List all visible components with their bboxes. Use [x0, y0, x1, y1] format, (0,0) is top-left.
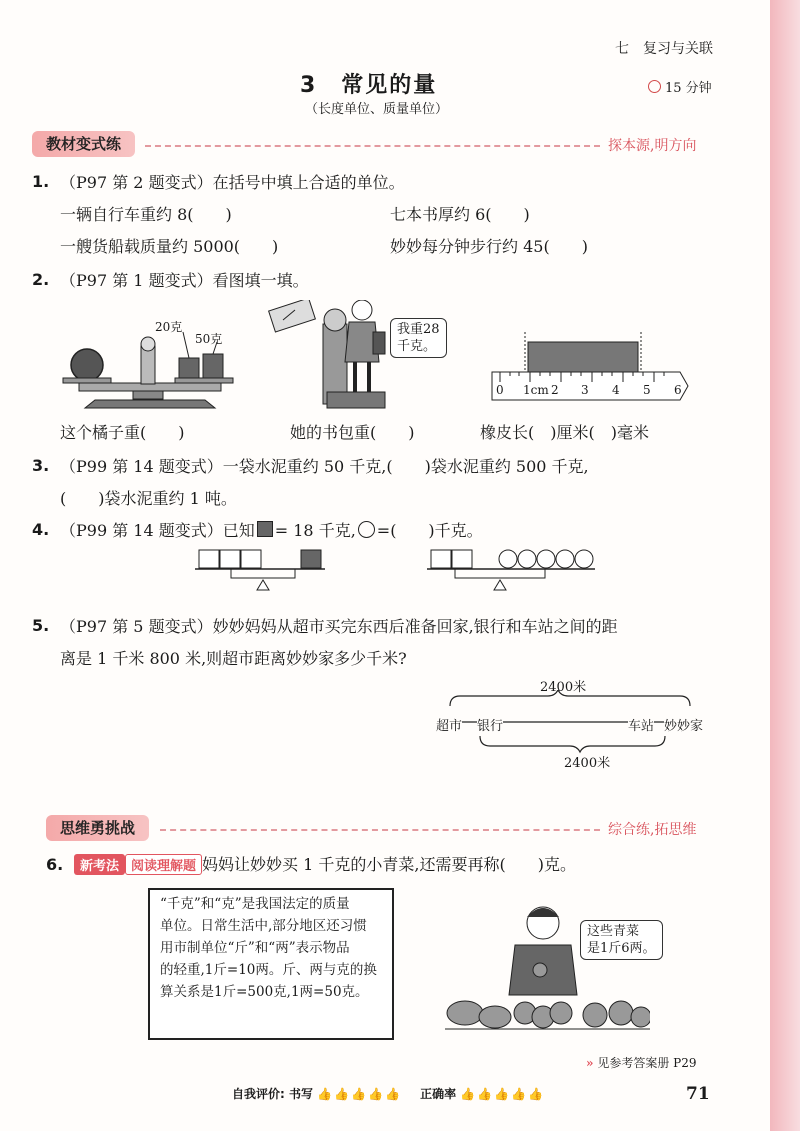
chapter-label: 七 复习与关联	[615, 41, 713, 57]
q1-number: 1.	[32, 172, 50, 191]
q2-answer: 她的书包重( )	[290, 423, 415, 442]
clock-icon	[648, 80, 661, 93]
section-divider	[160, 829, 600, 831]
info-line: 用市制单位“斤”和“两”表示物品	[160, 940, 350, 956]
writing-label: 书写	[289, 1087, 314, 1101]
girl-on-scale-illustration	[265, 300, 390, 415]
speech-line: 是1斤6两。	[587, 941, 656, 956]
place-label: 银行	[477, 715, 503, 734]
square-icon	[257, 521, 273, 537]
scale-dial	[269, 300, 316, 332]
place-label: 妙妙家	[664, 715, 703, 734]
q2-number: 2.	[32, 270, 50, 289]
q1-item: 七本书厚约 6( )	[390, 205, 530, 224]
circle-icon	[358, 521, 375, 538]
balance-puzzles	[195, 548, 615, 598]
ruler	[492, 372, 688, 400]
q2-answer: 橡皮长( )厘米( )毫米	[480, 423, 649, 442]
q3-line: ( )袋水泥重约 1 吨。	[60, 489, 237, 508]
weight-label: 20克	[155, 320, 183, 334]
info-box-text	[160, 893, 384, 1003]
page-subtitle: （长度单位、质量单位）	[305, 102, 449, 117]
distance-top-label: 2400米	[540, 680, 587, 695]
q4-pre-text: （P99 第 14 题变式）已知	[60, 521, 255, 540]
ruler-label: 1cm	[523, 383, 549, 397]
speech-line: 我重28	[397, 322, 440, 337]
self-evaluation	[232, 1085, 545, 1102]
weight-label: 50克	[195, 332, 223, 346]
q5-number: 5.	[32, 616, 50, 635]
q2-answer: 这个橘子重( )	[60, 423, 185, 442]
answer-reference	[586, 1054, 697, 1071]
page-title: 3 常见的量	[300, 73, 438, 98]
speech-line: 这些青菜	[587, 924, 640, 939]
info-line: 单位。日常生活中,部分地区还习惯	[160, 918, 367, 934]
page-edge	[770, 0, 800, 1131]
ruler-label: 0	[496, 383, 504, 397]
section-note: 综合练,拓思维	[608, 822, 697, 838]
ruler-label: 5	[643, 383, 651, 397]
balance-right	[427, 550, 595, 590]
vegetable-stall-illustration	[445, 895, 650, 1035]
page-number: 71	[686, 1084, 710, 1104]
q3-line: （P99 第 14 题变式）一袋水泥重约 50 千克,( )袋水泥重约 500 千克,	[60, 457, 589, 476]
q6-text: 妈妈让妙妙买 1 千克的小青菜,还需要再称( )克。	[202, 855, 576, 874]
section-note: 探本源,明方向	[608, 138, 697, 154]
speech-line: 千克。	[397, 339, 437, 354]
balance-left	[195, 550, 325, 590]
orange-fruit	[71, 349, 103, 381]
badge-reading: 阅读理解题	[125, 854, 202, 875]
place-label: 车站	[628, 715, 654, 734]
vendor-speech-bubble	[580, 920, 663, 960]
q6-stem	[74, 852, 576, 875]
badge-new-method: 新考法	[74, 854, 125, 875]
q4-stem	[60, 518, 483, 541]
thumbs-up-icons[interactable]: 👍👍👍👍👍	[317, 1087, 402, 1101]
ruler-label: 4	[612, 383, 620, 397]
eraser-ruler-illustration	[490, 328, 695, 403]
time-limit	[648, 77, 712, 96]
info-line: “千克”和“克”是我国法定的质量	[160, 896, 350, 912]
q4-mid-text: = 18 千克,	[274, 521, 356, 540]
q1-item: 妙妙每分钟步行约 45( )	[390, 237, 588, 256]
eraser	[528, 342, 638, 372]
time-text: 15 分钟	[665, 81, 712, 96]
girl-head	[352, 300, 372, 320]
ruler-label: 6	[674, 383, 682, 397]
q5-line: 离是 1 千米 800 米,则超市距离妙妙家多少千米?	[60, 649, 407, 668]
section-tag-challenge: 思维勇挑战	[46, 815, 149, 841]
q3-number: 3.	[32, 456, 50, 475]
q2-stem: （P97 第 1 题变式）看图填一填。	[60, 271, 309, 290]
distance-bottom-label: 2400米	[564, 756, 611, 771]
balance-scale-illustration	[55, 310, 245, 415]
info-line: 的轻重,1斤=10两。斤、两与克的换	[160, 962, 377, 978]
thumbs-up-icons[interactable]: 👍👍👍👍👍	[460, 1087, 546, 1101]
section-tag-practice: 教材变式练	[32, 131, 135, 157]
double-chevron-icon: »	[586, 1056, 594, 1070]
q5-line: （P97 第 5 题变式）妙妙妈妈从超市买完东西后准备回家,银行和车站之间的距	[60, 617, 618, 636]
schoolbag	[373, 332, 385, 354]
accuracy-label: 正确率	[420, 1087, 457, 1101]
section-divider	[145, 145, 600, 147]
weight-50g	[203, 354, 223, 378]
place-label: 超市	[436, 715, 462, 734]
speech-bubble	[390, 318, 447, 358]
weight-20g	[179, 358, 199, 378]
q1-stem: （P97 第 2 题变式）在括号中填上合适的单位。	[60, 173, 405, 192]
q4-post-text: =( )千克。	[376, 521, 483, 540]
q1-item: 一艘货船载质量约 5000( )	[60, 237, 279, 256]
ruler-label: 3	[581, 383, 589, 397]
info-line: 算关系是1斤=500克,1两=50克。	[160, 984, 369, 1000]
ruler-label: 2	[551, 383, 559, 397]
answer-ref-text: 见参考答案册 P29	[597, 1056, 697, 1070]
q4-number: 4.	[32, 520, 50, 539]
vegetables	[447, 1001, 650, 1028]
self-eval-label: 自我评价:	[232, 1087, 285, 1101]
q6-number: 6.	[46, 855, 64, 874]
q1-item: 一辆自行车重约 8( )	[60, 205, 232, 224]
